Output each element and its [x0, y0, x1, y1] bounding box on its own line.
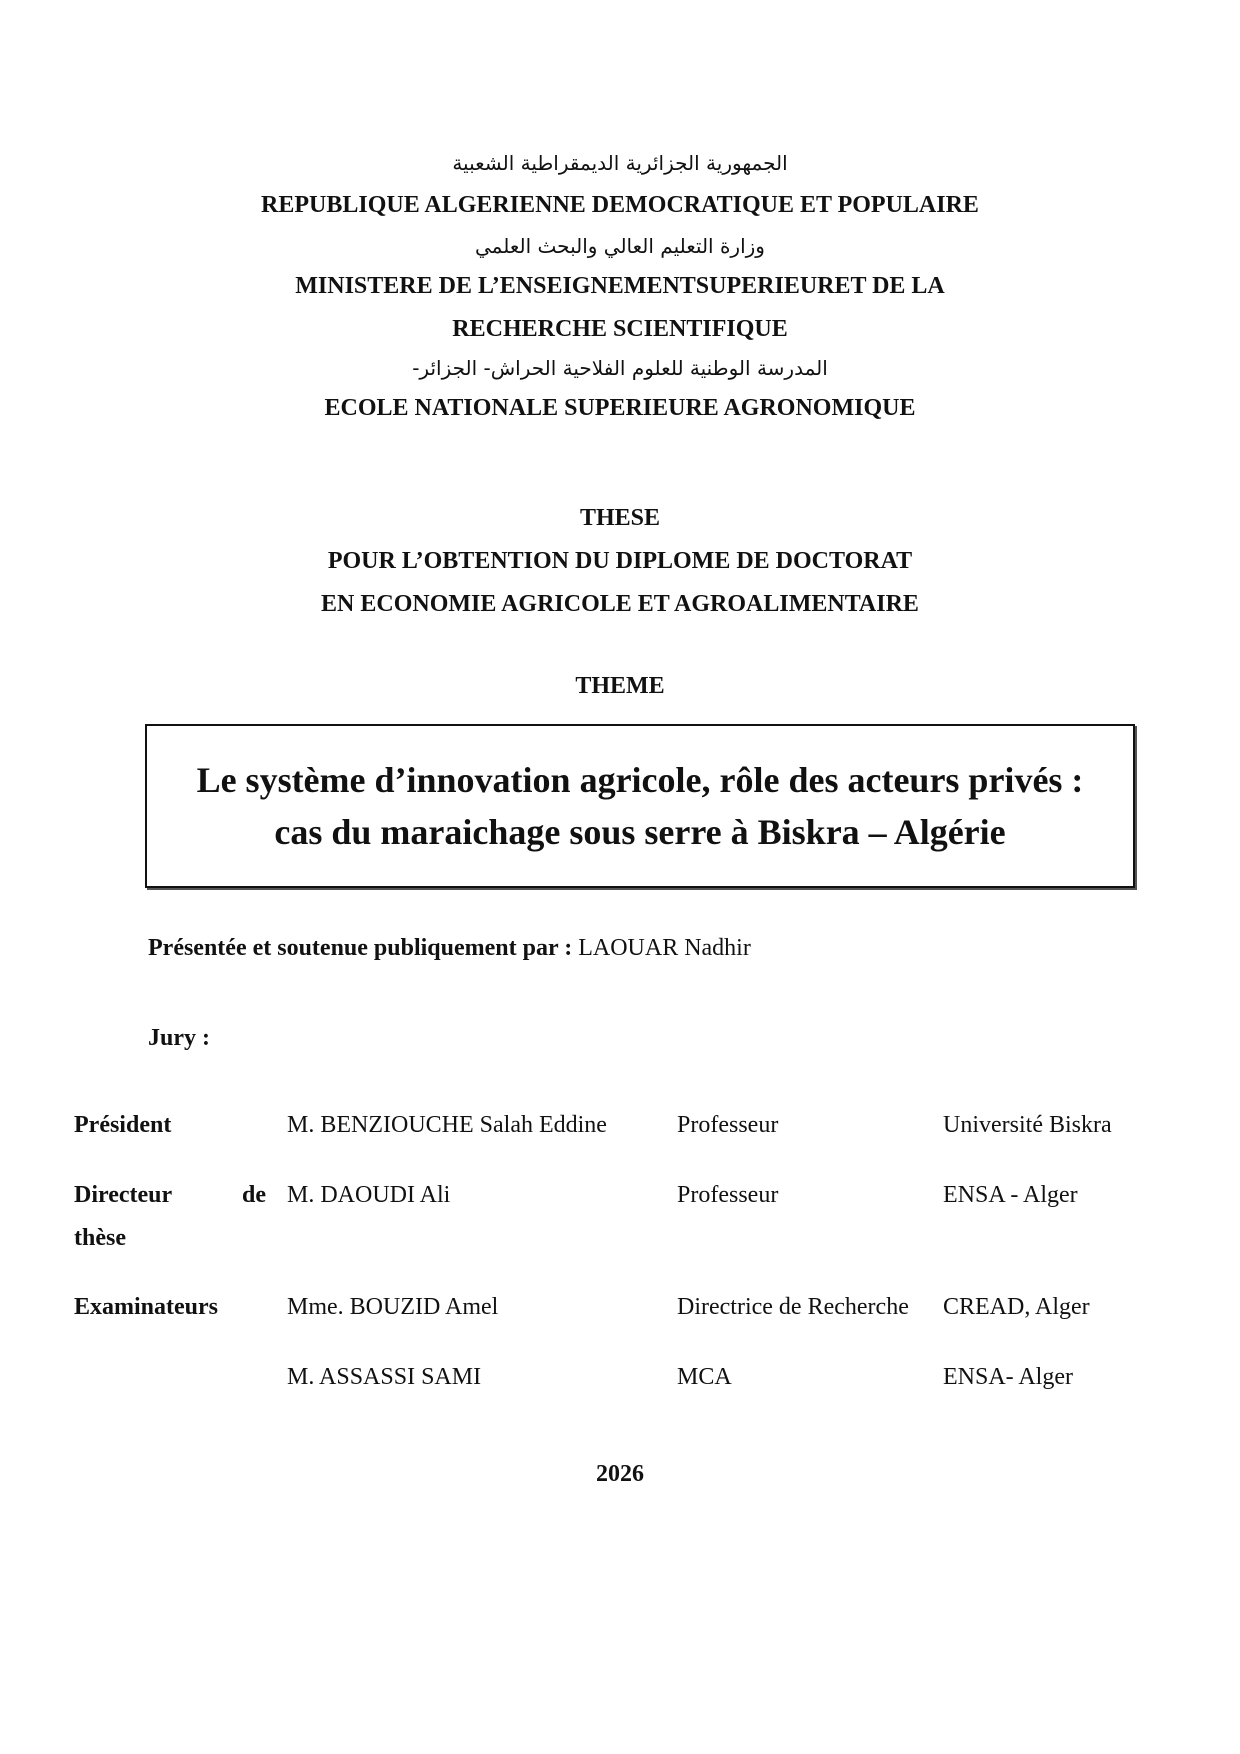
jury-role: Directeur de — [74, 1182, 266, 1208]
jury-name: Mme. BOUZID Amel — [287, 1294, 499, 1320]
thesis-line-2: EN ECONOMIE AGRICOLE ET AGROALIMENTAIRE — [321, 591, 919, 617]
thesis-title-line-2: cas du maraichage sous serre à Biskra – Algérie — [274, 812, 1006, 852]
jury-grade: Professeur — [677, 1182, 779, 1208]
jury-grade: Directrice de Recherche — [677, 1294, 909, 1320]
jury-role: Président — [74, 1112, 172, 1138]
jury-name: M. DAOUDI Ali — [287, 1182, 451, 1208]
jury-role-continuation: thèse — [74, 1225, 126, 1251]
arabic-ministry-line: وزارة التعليم العالي والبحث العلمي — [475, 234, 765, 258]
jury-institution: ENSA - Alger — [943, 1182, 1078, 1208]
thesis-title-line-1: Le système d’innovation agricole, rôle des acteurs privés : — [196, 760, 1084, 800]
ministry-line-2: RECHERCHE SCIENTIFIQUE — [452, 316, 788, 342]
arabic-republic-line: الجمهورية الجزائرية الديمقراطية الشعبية — [452, 151, 788, 175]
author-name: LAOUAR Nadhir — [578, 935, 751, 961]
republic-line: REPUBLIQUE ALGERIENNE DEMOCRATIQUE ET POPULAIRE — [261, 192, 979, 218]
ministry-line-1: MINISTERE DE L’ENSEIGNEMENTSUPERIEURET DE LA — [295, 273, 945, 299]
jury-institution: Université Biskra — [943, 1112, 1112, 1138]
thesis-title-box — [145, 724, 1135, 888]
theme-label: THEME — [575, 673, 665, 699]
jury-label: Jury : — [148, 1025, 210, 1051]
jury-grade: Professeur — [677, 1112, 779, 1138]
school-line: ECOLE NATIONALE SUPERIEURE AGRONOMIQUE — [324, 395, 916, 421]
jury-institution: CREAD, Alger — [943, 1294, 1090, 1320]
jury-name: M. ASSASSI SAMI — [287, 1364, 482, 1390]
jury-institution: ENSA- Alger — [943, 1364, 1073, 1390]
thesis-line-1: POUR L’OBTENTION DU DIPLOME DE DOCTORAT — [327, 548, 913, 574]
defense-year: 2026 — [596, 1461, 644, 1487]
jury-name: M. BENZIOUCHE Salah Eddine — [287, 1112, 607, 1138]
jury-grade: MCA — [677, 1364, 732, 1390]
presented-by — [148, 930, 751, 966]
arabic-school-line: المدرسة الوطنية للعلوم الفلاحية الحراش- الجزائر- — [412, 356, 828, 380]
thesis-label: THESE — [579, 505, 661, 531]
jury-role: Examinateurs — [74, 1294, 218, 1320]
thesis-block — [0, 497, 1240, 626]
institution-header — [0, 148, 1240, 430]
presented-by-label: Présentée et soutenue publiquement par : — [148, 935, 573, 961]
